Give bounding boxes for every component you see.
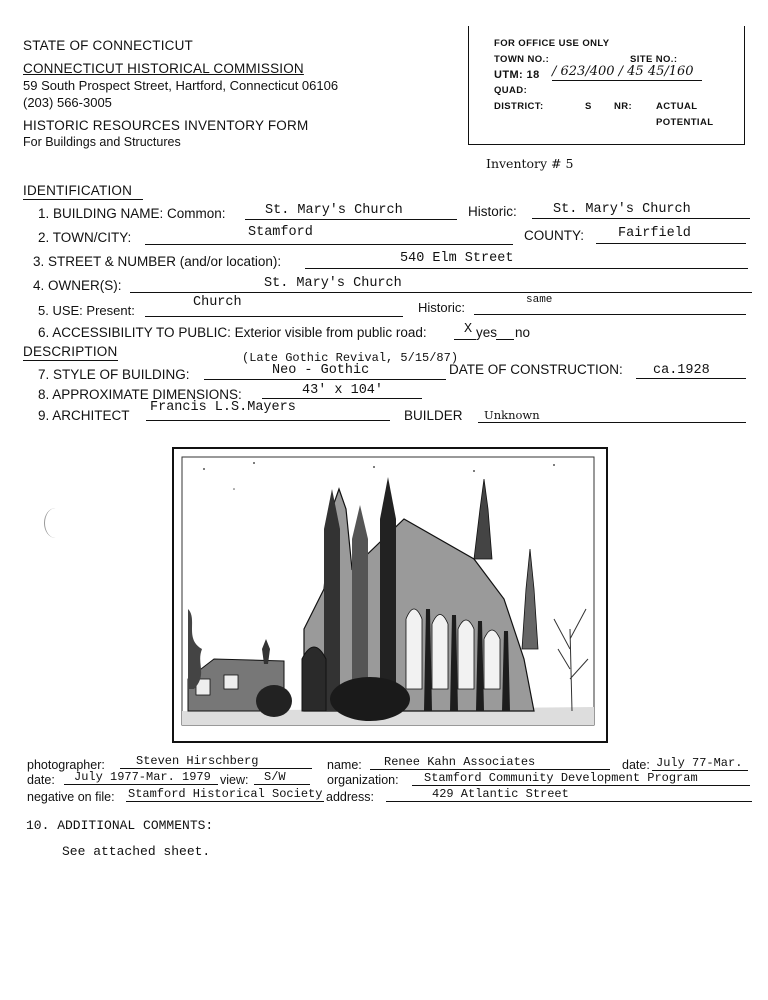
identification-underline <box>23 199 143 200</box>
town-label: 2. TOWN/CITY: <box>38 230 132 245</box>
architect-label: 9. ARCHITECT <box>38 408 130 423</box>
actual-label: ACTUAL <box>656 101 698 112</box>
organization-label: organization: <box>327 773 399 787</box>
photographer-value: Steven Hirschberg <box>136 754 259 768</box>
date-right-label: date: <box>622 758 650 772</box>
use-historic-value: same <box>526 294 553 306</box>
accessibility-yes-line <box>454 339 476 340</box>
style-value: Neo - Gothic <box>272 363 370 378</box>
architect-value: Francis L.S.Mayers <box>150 400 296 415</box>
construction-date-line <box>636 378 746 379</box>
comments-label: 10. ADDITIONAL COMMENTS: <box>26 818 214 833</box>
street-line <box>305 268 748 269</box>
inventory-number: Inventory # 5 <box>486 156 574 171</box>
district-s: S <box>585 101 592 112</box>
building-photo <box>172 447 608 743</box>
accessibility-no: no <box>515 325 531 340</box>
use-present-label: 5. USE: Present: <box>38 303 135 318</box>
building-common-value: St. Mary's Church <box>265 203 403 218</box>
owner-value: St. Mary's Church <box>264 276 402 291</box>
commission-phone: (203) 566-3005 <box>23 95 112 110</box>
town-line <box>145 244 513 245</box>
building-name-label: 1. BUILDING NAME: Common: <box>38 206 226 221</box>
address-label: address: <box>326 790 374 804</box>
street-label: 3. STREET & NUMBER (and/or location): <box>33 254 282 269</box>
accessibility-yes: yes <box>476 325 498 340</box>
use-historic-line <box>474 314 746 315</box>
building-historic-line <box>532 218 750 219</box>
address-value: 429 Atlantic Street <box>432 787 569 801</box>
view-label: view: <box>220 773 249 787</box>
name-value: Renee Kahn Associates <box>384 755 536 769</box>
dimensions-value: 43' x 104' <box>302 383 384 398</box>
county-line <box>596 243 746 244</box>
date-right-value: July 77-Mar. <box>656 756 743 770</box>
style-line <box>204 379 446 380</box>
organization-line <box>412 785 750 786</box>
utm-value: / 623/400 / 45 45/160 <box>552 64 694 79</box>
organization-value: Stamford Community Development Program <box>424 771 698 785</box>
style-note: (Late Gothic Revival, 5/15/87) <box>242 351 459 365</box>
building-common-line <box>245 219 457 220</box>
accessibility-label: 6. ACCESSIBILITY TO PUBLIC: Exterior visible from public road: <box>38 325 427 340</box>
accessibility-mark: X <box>464 322 473 337</box>
dimensions-line <box>262 398 422 399</box>
comments-text: See attached sheet. <box>62 844 211 859</box>
use-historic-label: Historic: <box>418 300 465 315</box>
dimensions-label: 8. APPROXIMATE DIMENSIONS: <box>38 387 242 402</box>
use-present-line <box>145 316 403 317</box>
commission-heading: CONNECTICUT HISTORICAL COMMISSION <box>23 61 304 76</box>
site-no-label: SITE NO.: <box>630 54 678 65</box>
street-value: 540 Elm Street <box>400 251 514 266</box>
accessibility-no-line <box>496 339 514 340</box>
description-underline <box>23 360 118 361</box>
commission-address: 59 South Prospect Street, Hartford, Connecticut 06106 <box>23 78 339 93</box>
view-line <box>254 784 310 785</box>
address-line <box>386 801 752 802</box>
town-value: Stamford <box>248 225 313 240</box>
district-label: DISTRICT: <box>494 101 544 112</box>
builder-value: Unknown <box>484 408 540 422</box>
building-historic-value: St. Mary's Church <box>553 202 691 217</box>
builder-label: BUILDER <box>404 408 463 423</box>
building-historic-label: Historic: <box>468 204 517 219</box>
construction-date-label: DATE OF CONSTRUCTION: <box>449 362 623 377</box>
potential-label: POTENTIAL <box>656 117 714 128</box>
architect-line <box>146 420 390 421</box>
form-title: HISTORIC RESOURCES INVENTORY FORM <box>23 118 309 133</box>
builder-line <box>478 422 746 423</box>
county-value: Fairfield <box>618 226 691 241</box>
description-heading: DESCRIPTION <box>23 344 118 359</box>
town-no-label: TOWN NO.: <box>494 54 550 65</box>
nr-label: NR: <box>614 101 633 112</box>
negative-value: Stamford Historical Society <box>128 787 322 801</box>
view-value: S/W <box>264 770 286 784</box>
state-heading: STATE OF CONNECTICUT <box>23 38 193 53</box>
owner-line <box>130 292 752 293</box>
hole-punch-mark <box>44 508 67 538</box>
name-line <box>370 769 610 770</box>
name-label: name: <box>327 758 362 772</box>
office-use-title: FOR OFFICE USE ONLY <box>494 38 610 49</box>
date-label: date: <box>27 773 55 787</box>
date-value: July 1977-Mar. 1979 <box>74 770 211 784</box>
utm-line <box>552 80 702 81</box>
photographer-label: photographer: <box>27 758 105 772</box>
photographer-line <box>120 768 312 769</box>
style-label: 7. STYLE OF BUILDING: <box>38 367 190 382</box>
form-subtitle: For Buildings and Structures <box>23 135 181 149</box>
identification-heading: IDENTIFICATION <box>23 183 133 198</box>
church-illustration <box>174 449 602 737</box>
construction-date-value: ca.1928 <box>653 363 710 378</box>
county-label: COUNTY: <box>524 228 585 243</box>
negative-label: negative on file: <box>27 790 115 804</box>
negative-line <box>126 801 324 802</box>
utm-label: UTM: 18 <box>494 69 540 81</box>
owner-label: 4. OWNER(S): <box>33 278 122 293</box>
date-line <box>64 784 218 785</box>
use-present-value: Church <box>193 295 242 310</box>
quad-label: QUAD: <box>494 85 528 96</box>
